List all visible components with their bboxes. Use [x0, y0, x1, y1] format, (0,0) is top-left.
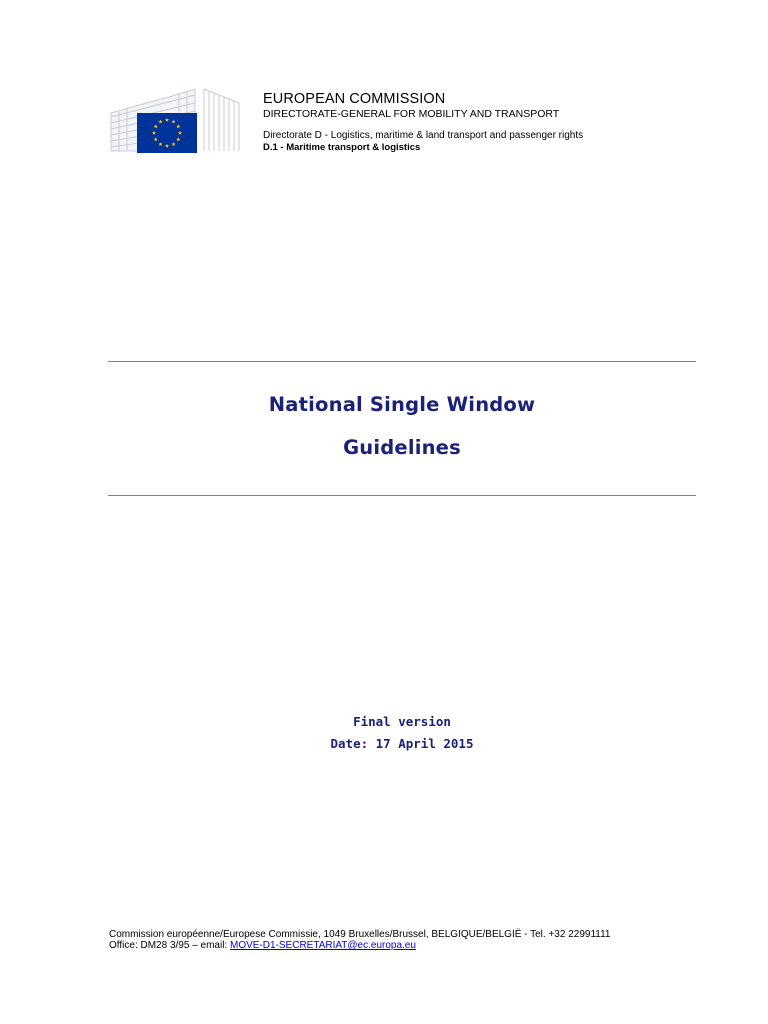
- footer-office-text: Office: DM28 3/95 – email:: [109, 940, 230, 951]
- footer-office: [109, 940, 610, 951]
- document-subtitle: Guidelines: [343, 436, 461, 459]
- document-date: Date: 17 April 2015: [330, 736, 474, 751]
- footer: [109, 929, 610, 951]
- footer-email-link[interactable]: MOVE-D1-SECRETARIAT@ec.europa.eu: [229, 940, 416, 951]
- title-bottom-rule: [108, 495, 696, 496]
- european-commission-logo-icon: [109, 85, 249, 155]
- document-title: National Single Window: [268, 393, 536, 416]
- unit-name: D.1 - Maritime transport & logistics: [263, 142, 421, 153]
- directorate-name: Directorate D - Logistics, maritime & land transport and passenger rights: [263, 130, 584, 141]
- header: [263, 91, 583, 153]
- organization-name: EUROPEAN COMMISSION: [263, 91, 446, 107]
- directorate-general-name: DIRECTORATE-GENERAL FOR MOBILITY AND TRANSPORT: [263, 108, 560, 120]
- title-top-rule: [108, 361, 696, 362]
- footer-address: Commission européenne/Europese Commissie, 1049 Bruxelles/Brussel, BELGIQUE/BELGIË - Tel. +32 22991111: [109, 929, 611, 940]
- document-version: Final version: [353, 714, 451, 729]
